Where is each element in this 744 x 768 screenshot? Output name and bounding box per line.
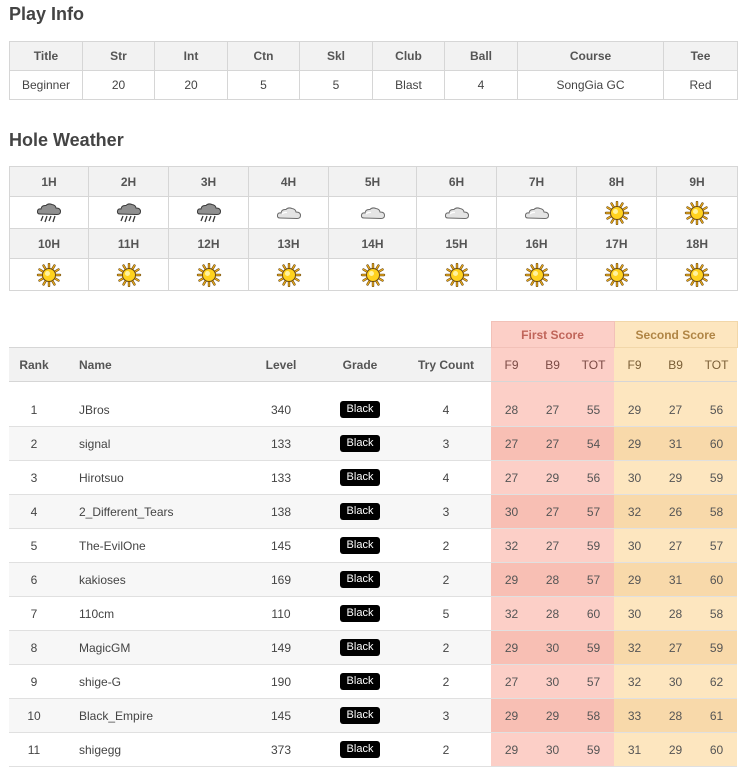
second-b9-cell: 27 <box>655 529 696 563</box>
ranking-row <box>9 665 737 699</box>
second-f9-cell: 32 <box>614 495 655 529</box>
grade-badge: Black <box>340 673 381 690</box>
first-tot-cell: 55 <box>573 393 614 427</box>
rank-cell: 2 <box>9 427 59 461</box>
second-tot-cell: 60 <box>696 733 737 767</box>
level-cell: 133 <box>243 461 319 495</box>
second-tot-cell: 59 <box>696 461 737 495</box>
first-f9-cell: 32 <box>491 597 532 631</box>
rank-cell: 3 <box>9 461 59 495</box>
first-b9-cell: 28 <box>532 597 573 631</box>
second-f9-cell: 33 <box>614 699 655 733</box>
sun-icon <box>35 263 63 287</box>
first-b9-cell: 27 <box>532 529 573 563</box>
header-first-tot: TOT <box>573 348 614 382</box>
hole-label: 10H <box>10 229 89 259</box>
try-count-cell: 2 <box>401 563 491 597</box>
second-b9-cell: 28 <box>655 597 696 631</box>
first-tot-cell: 56 <box>573 461 614 495</box>
grade-badge: Black <box>340 571 381 588</box>
ranking-row <box>9 699 737 733</box>
cloud-icon <box>275 201 303 225</box>
ranking-row <box>9 427 737 461</box>
hole-label: 4H <box>249 167 329 197</box>
level-cell: 190 <box>243 665 319 699</box>
grade-cell <box>319 529 401 563</box>
level-cell: 340 <box>243 393 319 427</box>
grade-cell <box>319 563 401 597</box>
ranking-row <box>9 393 737 427</box>
value-tee: Red <box>664 71 738 100</box>
second-f9-cell: 30 <box>614 597 655 631</box>
play-info-title: Play Info <box>9 4 85 24</box>
first-f9-cell: 27 <box>491 665 532 699</box>
rain-cloud-icon <box>115 201 143 225</box>
rank-cell: 5 <box>9 529 59 563</box>
first-f9-cell: 30 <box>491 495 532 529</box>
try-count-cell: 4 <box>401 393 491 427</box>
rank-cell: 8 <box>9 631 59 665</box>
sun-icon <box>275 263 303 287</box>
second-f9-cell: 30 <box>614 461 655 495</box>
hole-weather-cell <box>329 259 417 291</box>
header-tee: Tee <box>664 42 738 71</box>
level-cell: 373 <box>243 733 319 767</box>
first-score-group: First Score <box>491 322 614 348</box>
grade-cell <box>319 665 401 699</box>
level-cell: 149 <box>243 631 319 665</box>
weather-icon-row <box>10 197 738 229</box>
value-skl: 5 <box>300 71 373 100</box>
first-f9-cell: 32 <box>491 529 532 563</box>
score-group-row <box>9 322 737 348</box>
second-f9-cell: 31 <box>614 733 655 767</box>
hole-weather-cell <box>89 197 169 229</box>
name-cell: Hirotsuo <box>59 461 243 495</box>
cloud-icon <box>359 201 387 225</box>
play-info-header-row <box>10 42 738 71</box>
try-count-cell: 2 <box>401 631 491 665</box>
first-b9-cell: 30 <box>532 631 573 665</box>
header-second-b9: B9 <box>655 348 696 382</box>
hole-weather-cell <box>169 197 249 229</box>
header-int: Int <box>155 42 228 71</box>
hole-weather-cell <box>417 259 497 291</box>
rank-cell: 1 <box>9 393 59 427</box>
try-count-cell: 2 <box>401 665 491 699</box>
first-tot-cell: 59 <box>573 631 614 665</box>
first-b9-cell: 27 <box>532 427 573 461</box>
grade-badge: Black <box>340 707 381 724</box>
level-cell: 138 <box>243 495 319 529</box>
name-cell: shige-G <box>59 665 243 699</box>
second-tot-cell: 60 <box>696 427 737 461</box>
first-tot-cell: 58 <box>573 699 614 733</box>
header-name: Name <box>59 348 243 382</box>
first-b9-cell: 29 <box>532 461 573 495</box>
second-tot-cell: 62 <box>696 665 737 699</box>
second-b9-cell: 30 <box>655 665 696 699</box>
first-b9-cell: 27 <box>532 393 573 427</box>
name-cell: shigegg <box>59 733 243 767</box>
ranking-row <box>9 529 737 563</box>
hole-label: 11H <box>89 229 169 259</box>
second-b9-cell: 29 <box>655 733 696 767</box>
hole-label: 15H <box>417 229 497 259</box>
try-count-cell: 2 <box>401 529 491 563</box>
header-rank: Rank <box>9 348 59 382</box>
value-ball: 4 <box>445 71 518 100</box>
header-ctn: Ctn <box>228 42 300 71</box>
first-f9-cell: 29 <box>491 733 532 767</box>
hole-label: 12H <box>169 229 249 259</box>
rain-cloud-icon <box>195 201 223 225</box>
second-b9-cell: 31 <box>655 427 696 461</box>
name-cell: signal <box>59 427 243 461</box>
grade-badge: Black <box>340 605 381 622</box>
weather-label-row <box>10 229 738 259</box>
grade-badge: Black <box>340 741 381 758</box>
hole-weather-cell <box>89 259 169 291</box>
header-skl: Skl <box>300 42 373 71</box>
sun-icon <box>683 263 711 287</box>
first-b9-cell: 27 <box>532 495 573 529</box>
hole-weather-cell <box>10 259 89 291</box>
cloud-icon <box>443 201 471 225</box>
hole-label: 16H <box>497 229 577 259</box>
second-b9-cell: 26 <box>655 495 696 529</box>
first-tot-cell: 54 <box>573 427 614 461</box>
second-f9-cell: 32 <box>614 665 655 699</box>
grade-cell <box>319 597 401 631</box>
grade-cell <box>319 393 401 427</box>
hole-weather-cell <box>329 197 417 229</box>
rank-cell: 11 <box>9 733 59 767</box>
header-title: Title <box>10 42 83 71</box>
second-tot-cell: 58 <box>696 597 737 631</box>
second-score-group: Second Score <box>614 322 737 348</box>
second-f9-cell: 32 <box>614 631 655 665</box>
ranking-row <box>9 631 737 665</box>
first-tot-cell: 57 <box>573 665 614 699</box>
name-cell: 110cm <box>59 597 243 631</box>
grade-cell <box>319 461 401 495</box>
hole-weather-cell <box>657 197 738 229</box>
grade-badge: Black <box>340 435 381 452</box>
hole-weather-cell <box>577 259 657 291</box>
hole-weather-cell <box>497 197 577 229</box>
first-f9-cell: 27 <box>491 427 532 461</box>
value-ctn: 5 <box>228 71 300 100</box>
ranking-row <box>9 597 737 631</box>
second-tot-cell: 57 <box>696 529 737 563</box>
header-ball: Ball <box>445 42 518 71</box>
rank-cell: 4 <box>9 495 59 529</box>
ranking-table <box>9 321 738 767</box>
grade-badge: Black <box>340 639 381 656</box>
hole-weather-cell <box>10 197 89 229</box>
grade-cell <box>319 631 401 665</box>
ranking-row <box>9 563 737 597</box>
sun-icon <box>683 201 711 225</box>
header-try-count: Try Count <box>401 348 491 382</box>
try-count-cell: 5 <box>401 597 491 631</box>
hole-label: 13H <box>249 229 329 259</box>
first-b9-cell: 30 <box>532 733 573 767</box>
second-f9-cell: 29 <box>614 427 655 461</box>
first-f9-cell: 29 <box>491 699 532 733</box>
play-info-table <box>9 41 738 100</box>
second-b9-cell: 27 <box>655 631 696 665</box>
ranking-row <box>9 733 737 767</box>
first-tot-cell: 60 <box>573 597 614 631</box>
try-count-cell: 3 <box>401 495 491 529</box>
name-cell: 2_Different_Tears <box>59 495 243 529</box>
hole-label: 18H <box>657 229 738 259</box>
second-tot-cell: 56 <box>696 393 737 427</box>
header-level: Level <box>243 348 319 382</box>
second-b9-cell: 29 <box>655 461 696 495</box>
header-second-f9: F9 <box>614 348 655 382</box>
rank-cell: 9 <box>9 665 59 699</box>
first-tot-cell: 57 <box>573 495 614 529</box>
cloud-icon <box>523 201 551 225</box>
hole-weather-cell <box>577 197 657 229</box>
hole-label: 17H <box>577 229 657 259</box>
second-tot-cell: 61 <box>696 699 737 733</box>
second-b9-cell: 31 <box>655 563 696 597</box>
name-cell: kakioses <box>59 563 243 597</box>
ranking-row <box>9 495 737 529</box>
first-tot-cell: 59 <box>573 733 614 767</box>
grade-badge: Black <box>340 503 381 520</box>
sun-icon <box>359 263 387 287</box>
value-int: 20 <box>155 71 228 100</box>
ranking-row <box>9 461 737 495</box>
rank-cell: 7 <box>9 597 59 631</box>
hole-label: 1H <box>10 167 89 197</box>
hole-weather-cell <box>497 259 577 291</box>
level-cell: 110 <box>243 597 319 631</box>
sun-icon <box>603 263 631 287</box>
weather-label-row <box>10 167 738 197</box>
try-count-cell: 3 <box>401 427 491 461</box>
header-first-f9: F9 <box>491 348 532 382</box>
second-b9-cell: 27 <box>655 393 696 427</box>
second-tot-cell: 59 <box>696 631 737 665</box>
first-f9-cell: 29 <box>491 631 532 665</box>
rain-cloud-icon <box>35 201 63 225</box>
header-second-tot: TOT <box>696 348 737 382</box>
header-str: Str <box>83 42 155 71</box>
rank-cell: 6 <box>9 563 59 597</box>
try-count-cell: 2 <box>401 733 491 767</box>
hole-weather-cell <box>249 259 329 291</box>
header-grade: Grade <box>319 348 401 382</box>
hole-label: 6H <box>417 167 497 197</box>
grade-cell <box>319 427 401 461</box>
grade-cell <box>319 733 401 767</box>
name-cell: Black_Empire <box>59 699 243 733</box>
grade-cell <box>319 495 401 529</box>
hole-label: 14H <box>329 229 417 259</box>
hole-label: 8H <box>577 167 657 197</box>
second-b9-cell: 28 <box>655 699 696 733</box>
play-info-value-row <box>10 71 738 100</box>
hole-weather-cell <box>657 259 738 291</box>
hole-label: 9H <box>657 167 738 197</box>
level-cell: 145 <box>243 529 319 563</box>
first-f9-cell: 27 <box>491 461 532 495</box>
first-f9-cell: 28 <box>491 393 532 427</box>
sun-icon <box>115 263 143 287</box>
value-str: 20 <box>83 71 155 100</box>
level-cell: 145 <box>243 699 319 733</box>
sun-icon <box>523 263 551 287</box>
hole-label: 5H <box>329 167 417 197</box>
name-cell: JBros <box>59 393 243 427</box>
name-cell: The-EvilOne <box>59 529 243 563</box>
first-b9-cell: 28 <box>532 563 573 597</box>
second-tot-cell: 60 <box>696 563 737 597</box>
value-club: Blast <box>373 71 445 100</box>
first-tot-cell: 59 <box>573 529 614 563</box>
name-cell: MagicGM <box>59 631 243 665</box>
hole-label: 7H <box>497 167 577 197</box>
second-tot-cell: 58 <box>696 495 737 529</box>
hole-weather-table <box>9 166 738 291</box>
try-count-cell: 3 <box>401 699 491 733</box>
spacer-row <box>9 382 737 394</box>
hole-label: 3H <box>169 167 249 197</box>
first-tot-cell: 57 <box>573 563 614 597</box>
header-course: Course <box>518 42 664 71</box>
ranking-header-row <box>9 348 737 382</box>
hole-weather-title: Hole Weather <box>9 130 124 150</box>
sun-icon <box>443 263 471 287</box>
hole-weather-cell <box>249 197 329 229</box>
grade-cell <box>319 699 401 733</box>
sun-icon <box>195 263 223 287</box>
first-b9-cell: 29 <box>532 699 573 733</box>
value-course: SongGia GC <box>518 71 664 100</box>
hole-weather-cell <box>417 197 497 229</box>
weather-icon-row <box>10 259 738 291</box>
second-f9-cell: 30 <box>614 529 655 563</box>
second-f9-cell: 29 <box>614 563 655 597</box>
grade-badge: Black <box>340 469 381 486</box>
grade-badge: Black <box>340 401 381 418</box>
sun-icon <box>603 201 631 225</box>
try-count-cell: 4 <box>401 461 491 495</box>
hole-weather-cell <box>169 259 249 291</box>
hole-label: 2H <box>89 167 169 197</box>
level-cell: 133 <box>243 427 319 461</box>
grade-badge: Black <box>340 537 381 554</box>
header-first-b9: B9 <box>532 348 573 382</box>
second-f9-cell: 29 <box>614 393 655 427</box>
rank-cell: 10 <box>9 699 59 733</box>
level-cell: 169 <box>243 563 319 597</box>
first-f9-cell: 29 <box>491 563 532 597</box>
header-club: Club <box>373 42 445 71</box>
value-title: Beginner <box>10 71 83 100</box>
first-b9-cell: 30 <box>532 665 573 699</box>
